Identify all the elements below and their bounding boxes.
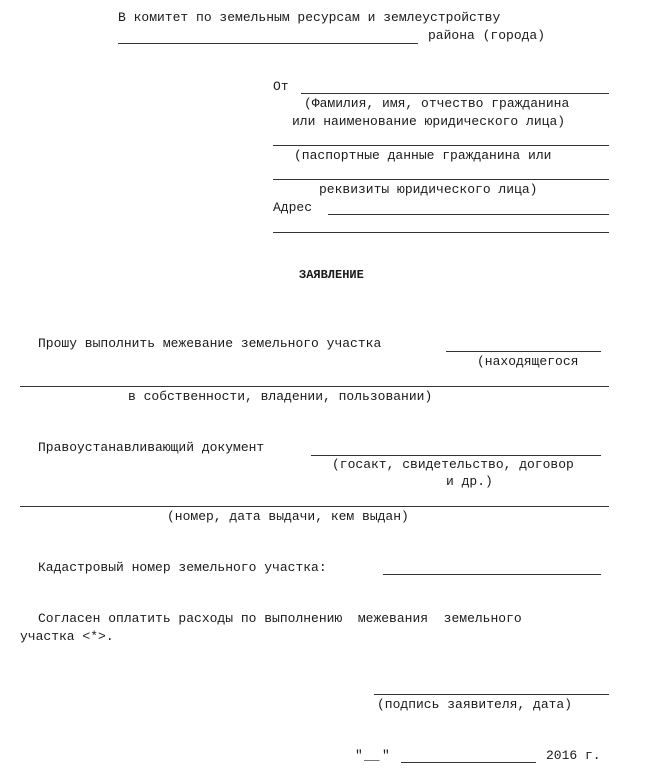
passport-line-2[interactable] [273,179,609,180]
signature-hint: (подпись заявителя, дата) [377,697,573,712]
district-suffix: района (города) [428,28,546,43]
date-month-line[interactable] [401,762,536,763]
title-doc-hint-1: (госакт, свидетельство, договор [332,457,574,472]
name-hint-1: (Фамилия, имя, отчество гражданина [304,96,570,111]
consent-line-2: участка <*>. [20,629,114,644]
request-text: Прошу выполнить межевание земельного участка [38,336,382,351]
date-year-text: 2016 г. [546,748,601,763]
title-doc-label: Правоустанавливающий документ [38,440,265,455]
consent-line-1: Согласен оплатить расходы по выполнению межевания земельного [38,611,522,626]
address-label: Адрес [273,200,313,215]
located-hint: (находящегося [477,354,579,369]
signature-line[interactable] [374,694,609,695]
doc-details-hint: (номер, дата выдачи, кем выдан) [167,509,409,524]
passport-hint-2: реквизиты юридического лица) [319,182,538,197]
date-quote-close: " [382,748,390,763]
address-line-1[interactable] [328,214,609,215]
plot-location-line[interactable] [446,351,601,352]
ownership-hint: в собственности, владении, пользовании) [128,389,433,404]
applicant-name-line[interactable] [301,93,609,94]
from-label: От [273,79,289,94]
document-title: ЗАЯВЛЕНИЕ [299,268,364,282]
committee-heading: В комитет по земельным ресурсам и землеустройству [118,10,501,25]
ownership-line[interactable] [20,386,609,387]
address-line-2[interactable] [273,232,609,233]
title-doc-hint-2: и др.) [446,474,493,489]
doc-details-line[interactable] [20,506,609,507]
date-quote-open: " [355,748,363,763]
district-input-line[interactable] [118,43,418,44]
cadastral-number-line[interactable] [383,574,601,575]
passport-hint-1: (паспортные данные гражданина или [294,148,552,163]
title-doc-line[interactable] [311,455,601,456]
passport-line-1[interactable] [273,145,609,146]
cadastral-label: Кадастровый номер земельного участка: [38,560,327,575]
name-hint-2: или наименование юридического лица) [292,114,566,129]
date-day-field[interactable]: __ [364,748,380,763]
